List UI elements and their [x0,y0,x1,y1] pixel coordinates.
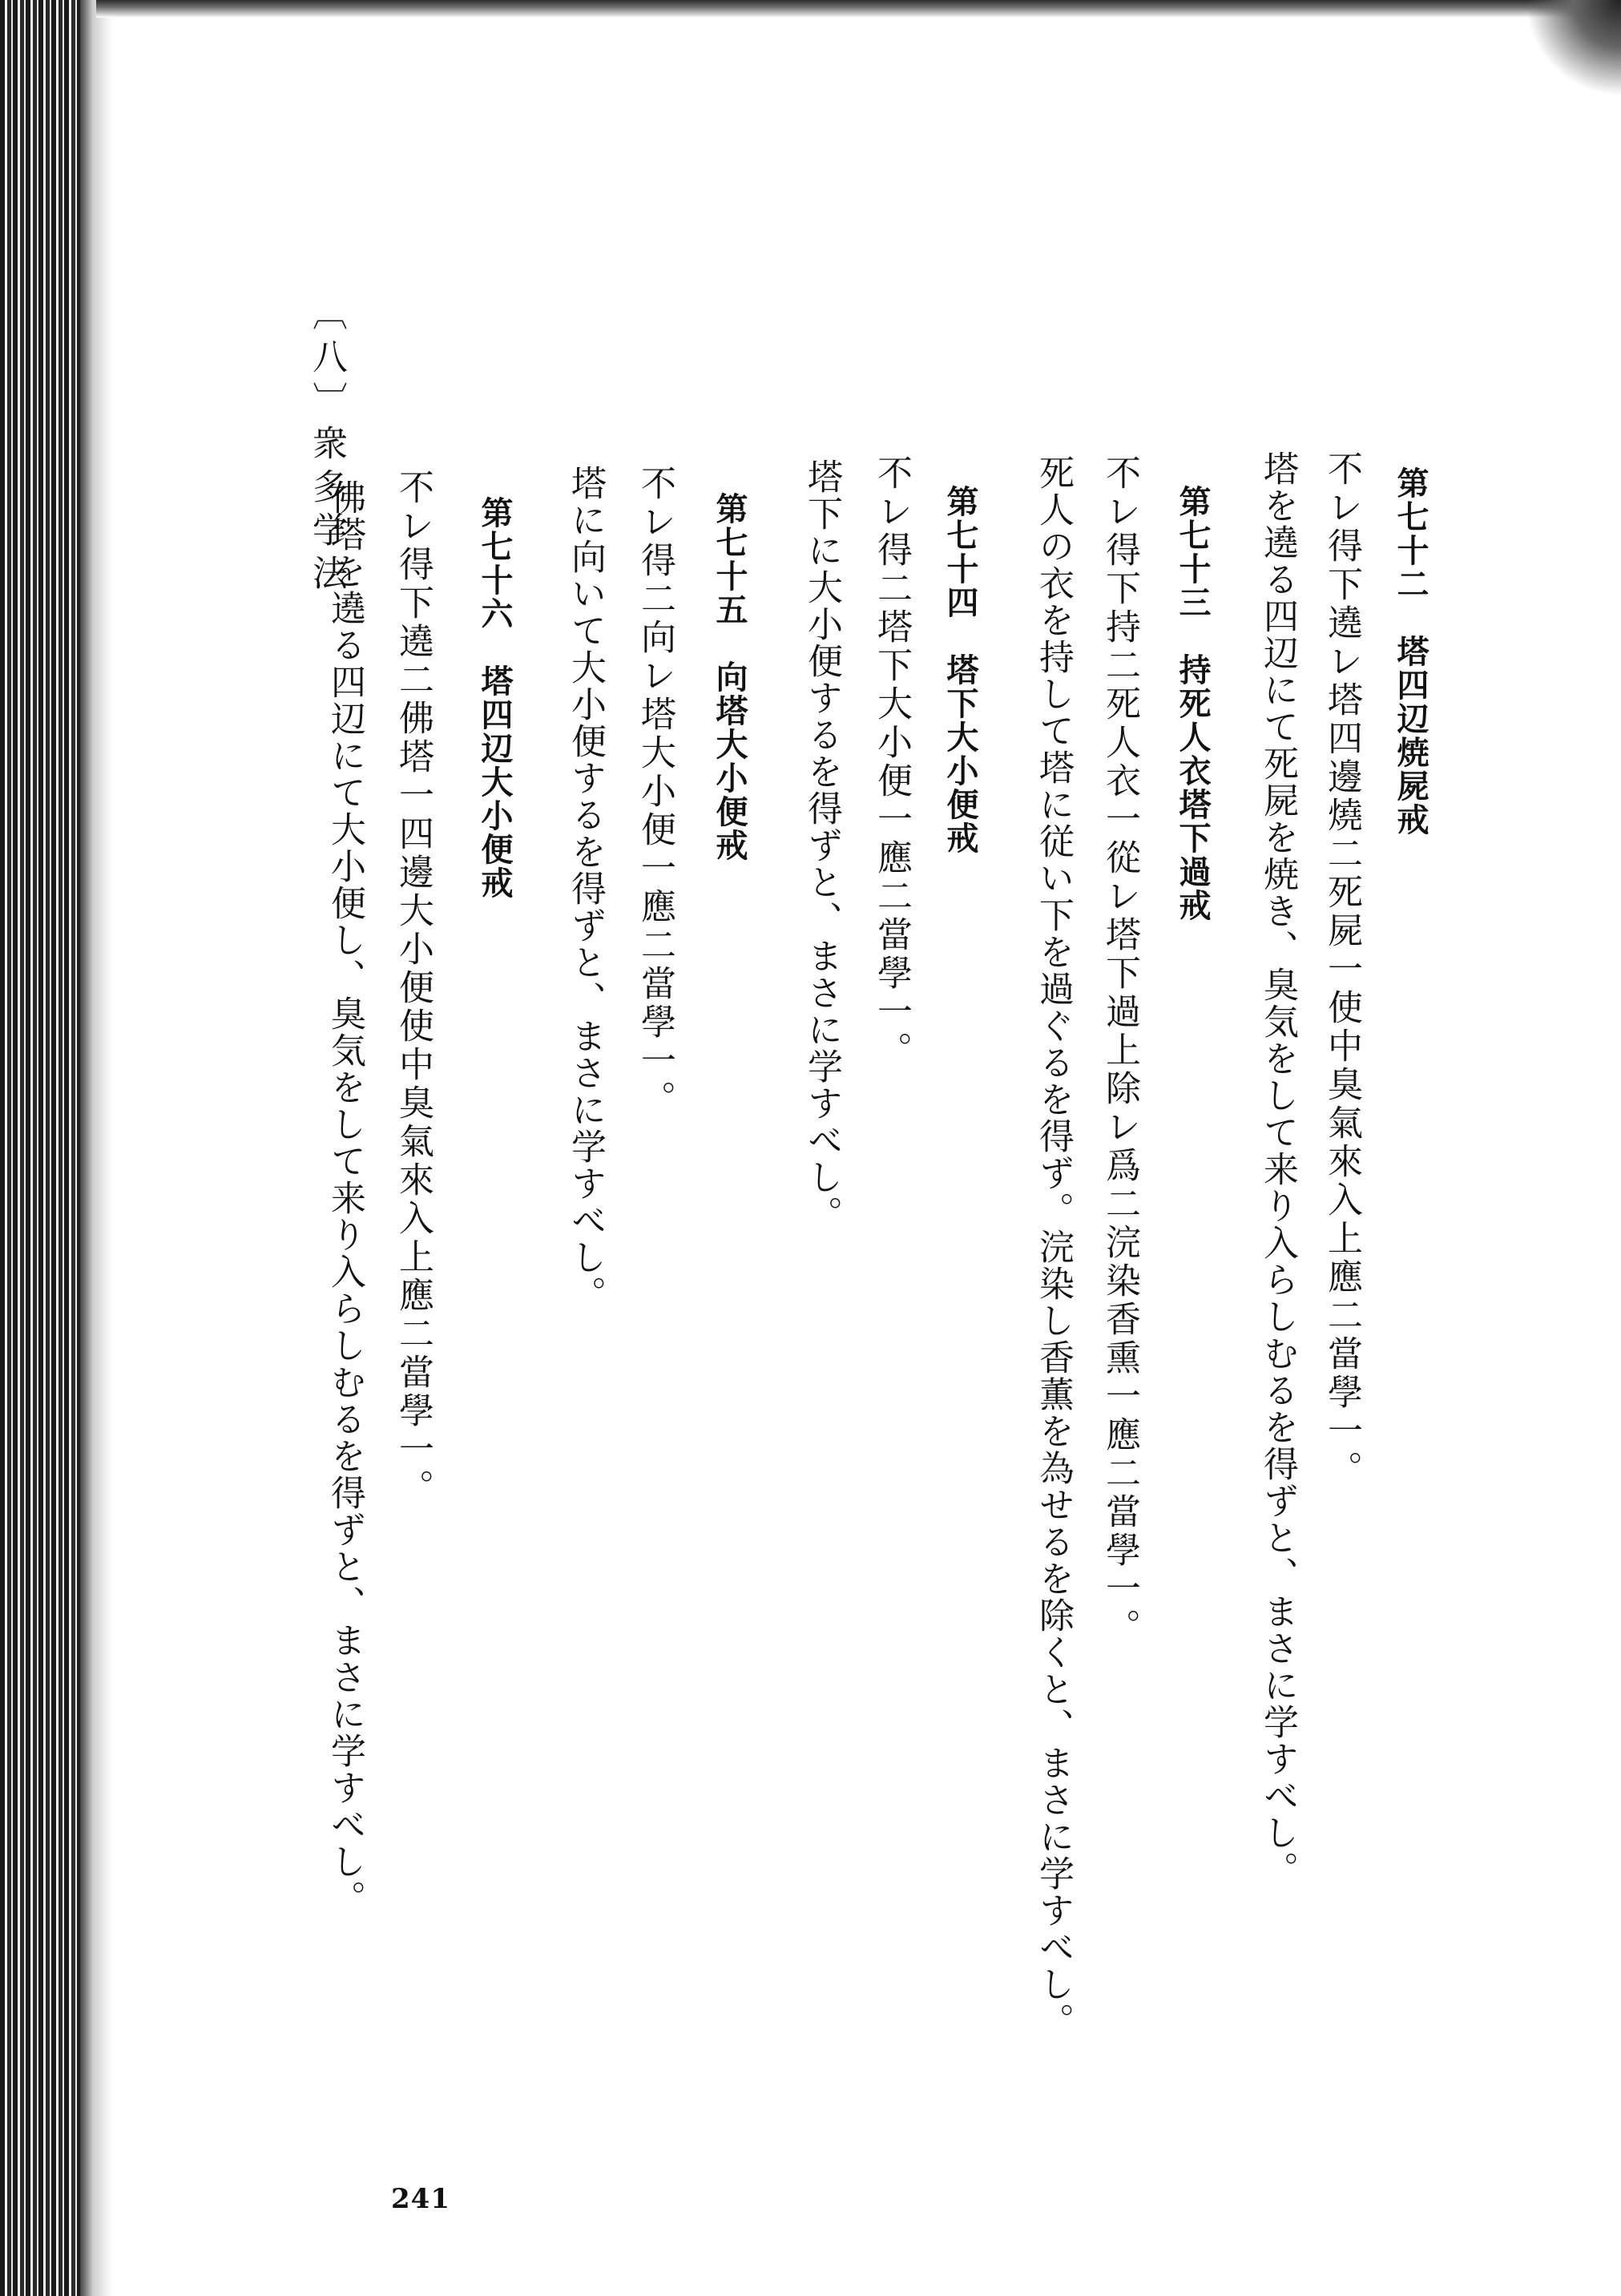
rule-reading-72: 塔を遶る四辺にて死屍を焼き、臭気をして来り入らしむるを得ずと、まさに学すべし。 [1257,450,1298,1888]
rule-heading-72: 第七十二 塔四辺焼屍戒 [1392,466,1429,837]
rule-reading-73: 死人の衣を持して塔に従い下を過ぐるを得ず。浣染し香薫を為せるを除くと、まさに学すべし。 [1033,454,1074,2040]
rule-reading-75: 塔に向いて大小便するを得ずと、まさに学すべし。 [565,465,606,1313]
rule-reading-76: 佛塔を遶る四辺にて大小便し、臭気をして来り入らしむるを得ずと、まさに学すべし。 [325,479,365,1917]
rule-text-74: 不レ得二塔下大小便一應二當學一。 [871,454,912,1070]
top-edge-shadow [96,0,1621,18]
rule-heading-75: 第七十五 向塔大小便戒 [711,492,748,862]
rule-heading-74: 第七十四 塔下大小便戒 [942,485,978,855]
rule-text-72: 不レ得下遶レ塔四邊燒二死屍一使中臭氣來入上應二當學一。 [1321,450,1362,1489]
spine-shadow [80,0,112,2296]
rule-heading-73: 第七十三 持死人衣塔下過戒 [1174,485,1211,922]
rule-reading-74: 塔下に大小便するを得ずと、まさに学すべし。 [801,458,842,1233]
rule-heading-76: 第七十六 塔四辺大小便戒 [476,496,513,900]
page-number: 241 [391,2183,450,2215]
rule-text-73: 不レ得下持二死人衣一從レ塔下過上除レ爲二浣染香熏一應二當學一。 [1099,454,1140,1647]
corner-shadow [1525,0,1621,96]
running-head: 〔八〕衆多学法 [306,295,347,598]
rule-text-75: 不レ得二向レ塔大小便一應二當學一。 [635,465,675,1119]
rule-text-76: 不レ得下遶二佛塔一四邊大小便使中臭氣來入上應二當學一。 [393,469,433,1507]
